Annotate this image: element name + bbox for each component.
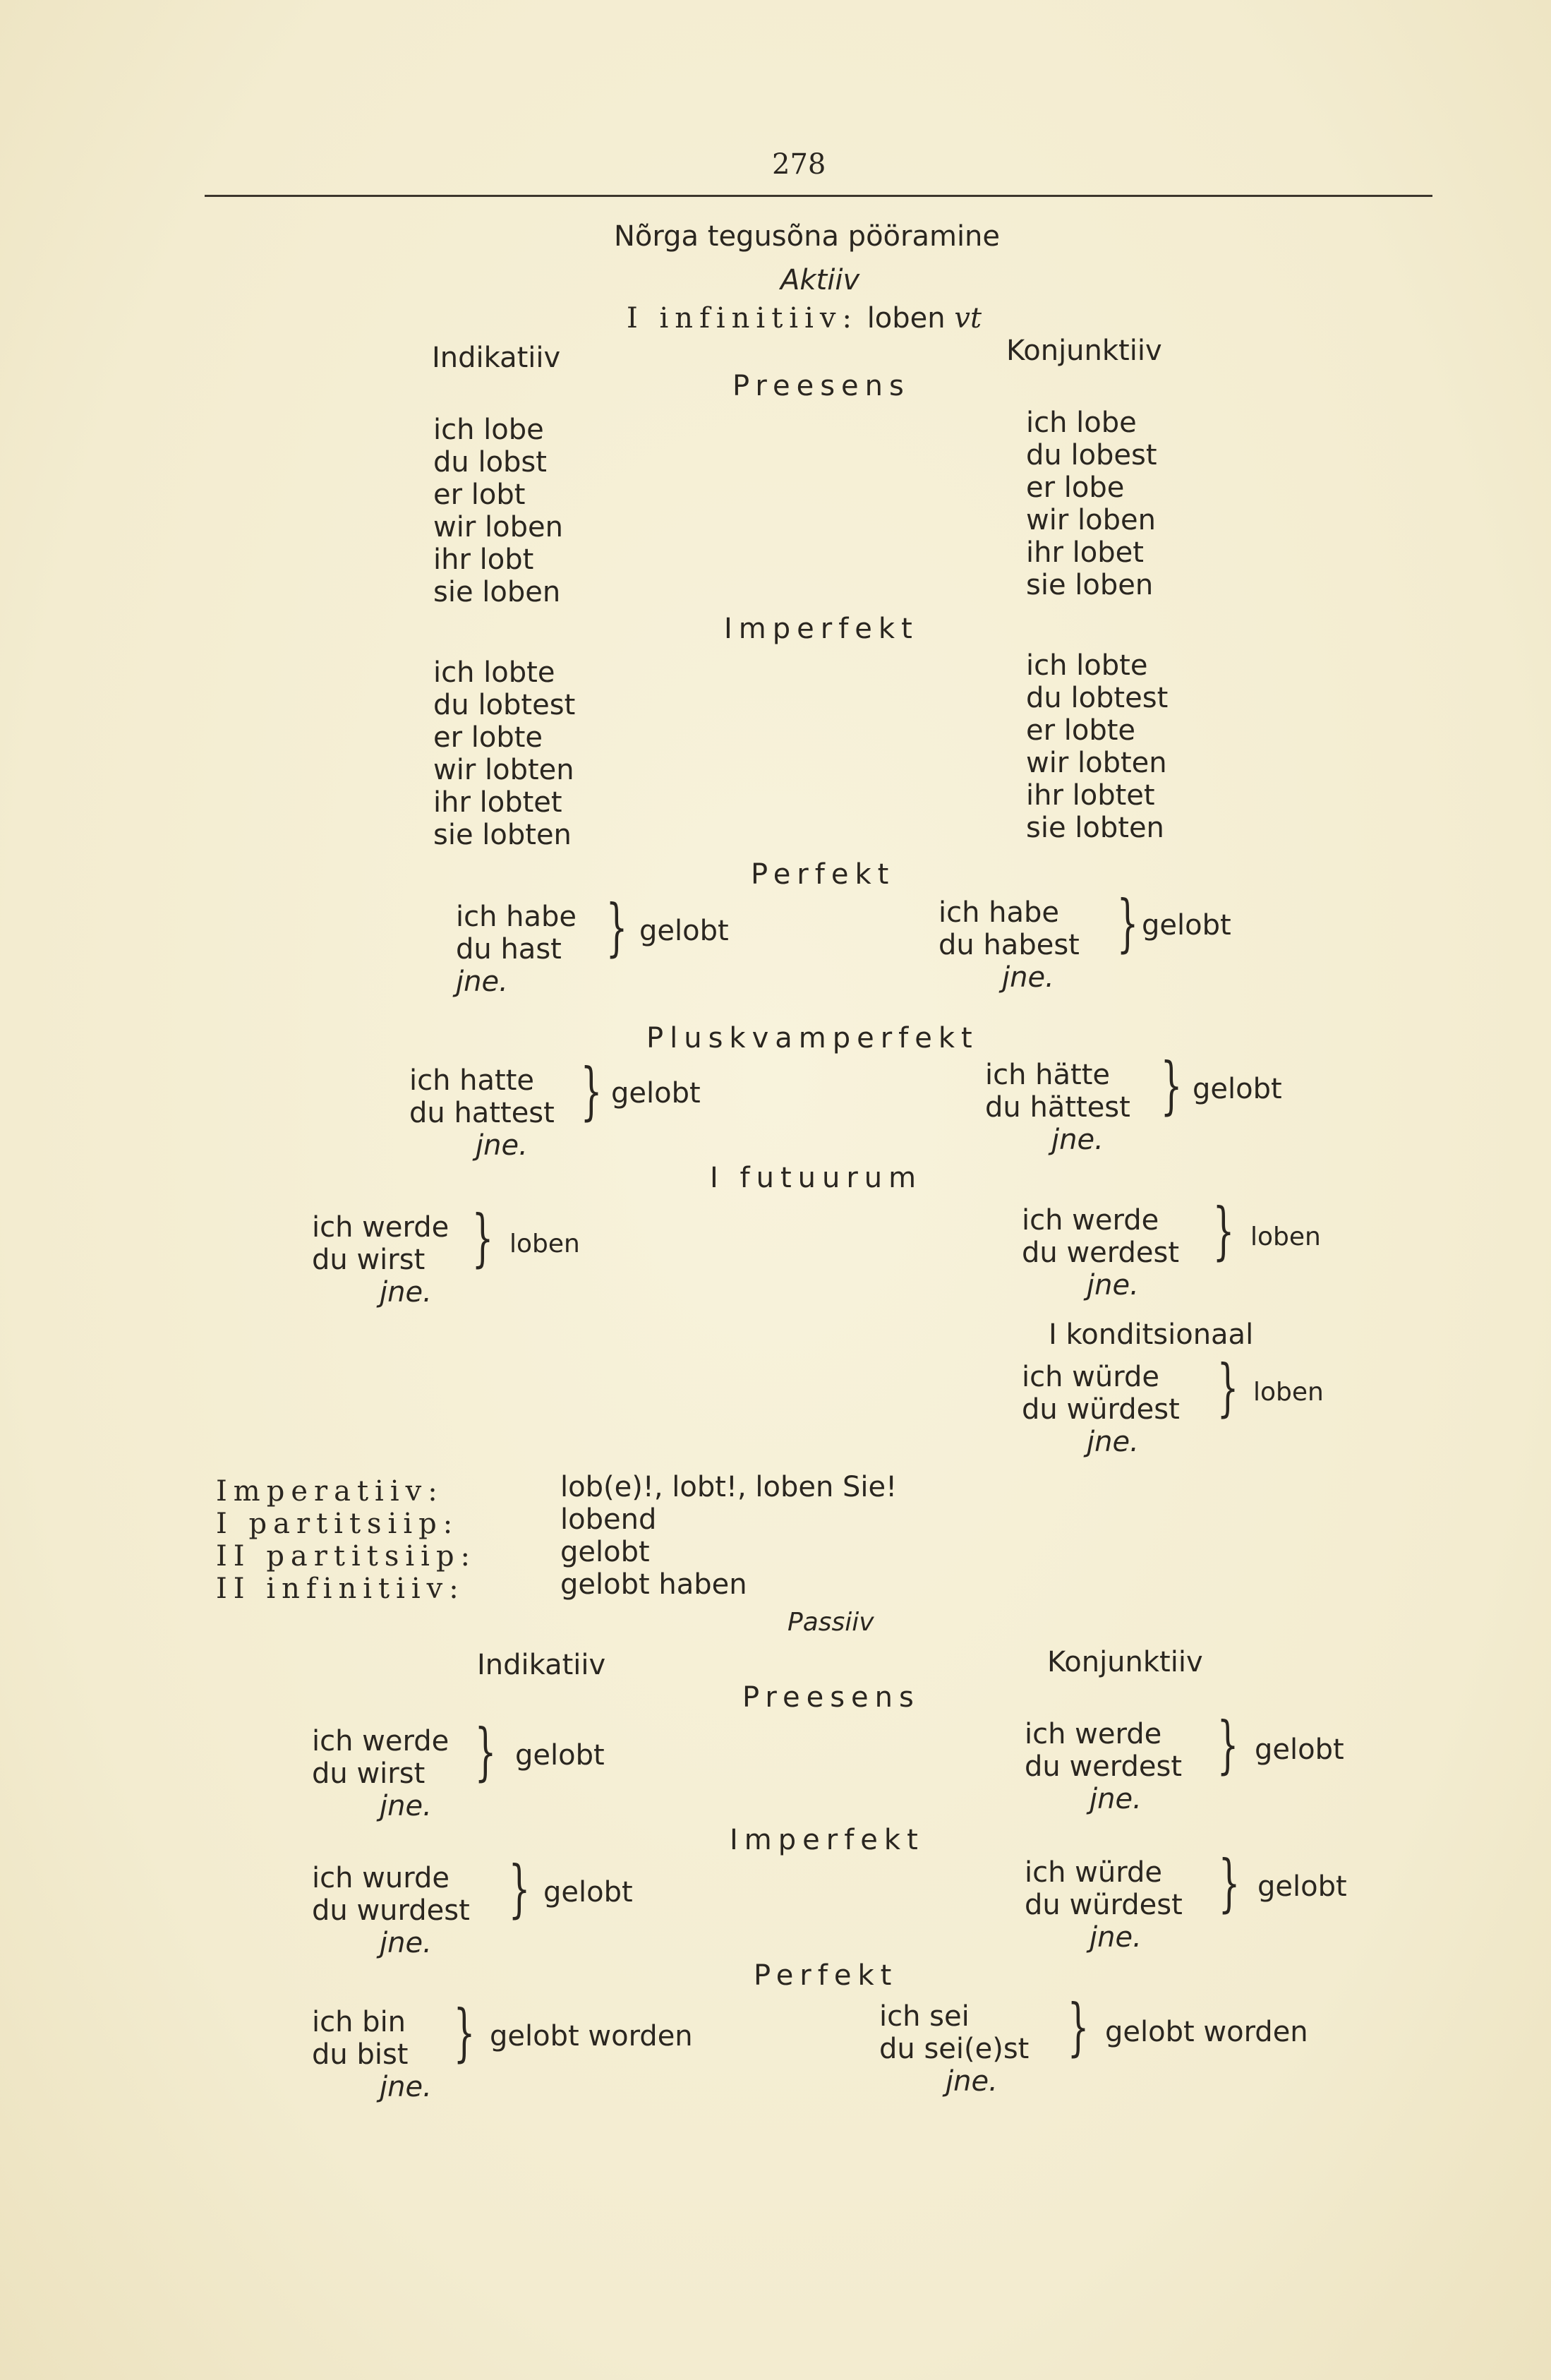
- conjugation-line: ich werde: [312, 1211, 449, 1244]
- conjugation-line: ich werde: [312, 1725, 449, 1757]
- ellipsis-jne: jne.: [1087, 1426, 1139, 1458]
- future-conjunctive-group: [1022, 1204, 1179, 1302]
- participle-result: gelobt worden: [1105, 2016, 1308, 2048]
- form-label: Imperatiiv:: [216, 1475, 444, 1508]
- participle-result: gelobt: [639, 915, 729, 947]
- form-value: lob(e)!, lobt!, loben Sie!: [560, 1471, 898, 1503]
- curly-brace-icon: }: [1160, 1049, 1183, 1122]
- conjugation-line: ich hätte: [985, 1059, 1111, 1091]
- ellipsis-jne: jne.: [380, 1276, 432, 1309]
- conjugation-line: du lobest: [1026, 439, 1157, 471]
- ellipsis-jne: jne.: [380, 2071, 432, 2103]
- infinitive-abbr: vt: [954, 302, 982, 335]
- conjugation-line: du würdest: [1022, 1393, 1180, 1426]
- curly-brace-icon: }: [580, 1054, 603, 1127]
- tense-heading-present: Preesens: [732, 370, 910, 402]
- ellipsis-jne: jne.: [380, 1927, 432, 1959]
- conjugation-line: ich lobte: [433, 656, 555, 689]
- conjugation-line: sie lobten: [433, 819, 572, 851]
- imperfect-conjunctive-list: [1026, 649, 1168, 844]
- column-heading-indicative: Indikatiiv: [432, 342, 561, 374]
- tense-heading-conditional: I konditsionaal: [1049, 1318, 1254, 1351]
- infinitive-value: loben: [867, 302, 946, 335]
- curly-brace-icon: }: [1217, 1351, 1239, 1424]
- conjugation-line: du würdest: [1025, 1889, 1183, 1921]
- curly-brace-icon: }: [474, 1715, 497, 1788]
- column-heading-conjunctive: Konjunktiiv: [1047, 1646, 1203, 1678]
- tense-heading-future: I futuurum: [710, 1162, 923, 1194]
- conjugation-line: ihr lobt: [433, 543, 534, 576]
- conjugation-line: du wirst: [312, 1244, 426, 1276]
- conjugation-line: ich habe: [456, 901, 577, 933]
- conjugation-line: wir loben: [1026, 504, 1156, 536]
- present-indicative-list: [433, 414, 563, 608]
- passive-imperfect-conjunctive-group: [1025, 1856, 1183, 1954]
- participle-result: gelobt: [1142, 909, 1231, 942]
- passive-imperfect-indicative-group: [312, 1862, 470, 1959]
- infinitive-heading: I infinitiiv:: [627, 302, 858, 335]
- participle-result: gelobt: [611, 1077, 701, 1110]
- tense-heading-imperfect: Imperfekt: [724, 613, 919, 645]
- infinitive-result: loben: [1253, 1378, 1324, 1407]
- participle-result: gelobt: [1255, 1733, 1344, 1766]
- conjugation-line: sie loben: [433, 576, 561, 608]
- conjugation-line: du wurdest: [312, 1894, 470, 1927]
- ellipsis-jne: jne.: [1090, 1921, 1142, 1954]
- ellipsis-jne: jne.: [1090, 1783, 1142, 1815]
- conjugation-line: ich werde: [1025, 1718, 1162, 1750]
- participle-result: gelobt worden: [490, 2020, 693, 2053]
- passive-perfect-conjunctive-group: [879, 2000, 1029, 2098]
- page-number: 278: [772, 148, 826, 181]
- conjugation-line: du habest: [939, 929, 1080, 961]
- conjugation-line: ich würde: [1022, 1361, 1159, 1393]
- ellipsis-jne: jne.: [946, 2065, 998, 2098]
- conjugation-line: du werdest: [1025, 1750, 1183, 1783]
- form-label: I partitsiip:: [216, 1508, 459, 1540]
- ellipsis-jne: jne.: [1002, 961, 1054, 994]
- participle-result: gelobt: [1193, 1073, 1282, 1105]
- conjugation-line: ich sei: [879, 2000, 970, 2033]
- column-heading-indicative: Indikatiiv: [477, 1649, 606, 1681]
- column-heading-conjunctive: Konjunktiiv: [1006, 335, 1162, 367]
- conjugation-line: er lobte: [433, 721, 543, 754]
- curly-brace-icon: }: [471, 1201, 494, 1274]
- participle-result: gelobt: [515, 1739, 605, 1772]
- page-title: Nõrga tegusõna pööramine: [614, 220, 1001, 253]
- form-label: II partitsiip:: [216, 1540, 477, 1573]
- passive-present-indicative-group: [312, 1725, 449, 1822]
- conjugation-line: du bist: [312, 2038, 409, 2071]
- conjugation-line: du lobtest: [1026, 682, 1169, 714]
- conjugation-line: ich werde: [1022, 1204, 1159, 1237]
- curly-brace-icon: }: [605, 891, 628, 963]
- conjugation-line: wir lobten: [1026, 747, 1167, 779]
- ellipsis-jne: jne.: [476, 1129, 528, 1162]
- conjugation-line: ich würde: [1025, 1856, 1162, 1889]
- curly-brace-icon: }: [1212, 1194, 1235, 1267]
- conjugation-line: du hättest: [985, 1091, 1130, 1124]
- conjugation-line: er lobte: [1026, 714, 1136, 747]
- perfect-conjunctive-group: [939, 896, 1080, 994]
- conjugation-line: du wirst: [312, 1757, 426, 1790]
- ellipsis-jne: jne.: [380, 1790, 432, 1822]
- pluperfect-conjunctive-group: [985, 1059, 1130, 1156]
- conjugation-line: er lobe: [1026, 471, 1125, 504]
- participle-result: gelobt: [1257, 1870, 1347, 1903]
- tense-heading-perfect: Perfekt: [754, 1959, 898, 1992]
- voice-heading-passive: Passiiv: [787, 1608, 874, 1637]
- ellipsis-jne: jne.: [1051, 1124, 1104, 1156]
- tense-heading-pluperfect: Pluskvamperfekt: [646, 1022, 979, 1054]
- infinitive-result: loben: [1250, 1222, 1321, 1251]
- header-rule: [205, 195, 1432, 197]
- curly-brace-icon: }: [1218, 1846, 1241, 1919]
- curly-brace-icon: }: [1116, 887, 1139, 959]
- conjugation-line: ihr lobtet: [1026, 779, 1155, 812]
- ellipsis-jne: jne.: [456, 966, 508, 998]
- tense-heading-imperfect: Imperfekt: [730, 1824, 924, 1856]
- conjugation-line: wir loben: [433, 511, 563, 543]
- conjugation-line: wir lobten: [433, 754, 574, 786]
- conjugation-line: er lobt: [433, 479, 526, 511]
- passive-perfect-indicative-group: [312, 2006, 432, 2103]
- conditional-conjunctive-group: [1022, 1361, 1180, 1458]
- curly-brace-icon: }: [453, 1996, 476, 2069]
- conjugation-line: du hast: [456, 933, 562, 966]
- form-value: gelobt haben: [560, 1568, 747, 1601]
- verb-forms-labels: [216, 1475, 476, 1605]
- tense-heading-perfect: Perfekt: [751, 858, 895, 891]
- conjugation-line: ich lobe: [1026, 407, 1137, 439]
- form-value: lobend: [560, 1503, 657, 1536]
- conjugation-line: ich habe: [939, 896, 1060, 929]
- conjugation-line: ihr lobtet: [433, 786, 562, 819]
- conjugation-line: ich hatte: [409, 1064, 535, 1097]
- conjugation-line: du sei(e)st: [879, 2033, 1030, 2065]
- pluperfect-indicative-group: [409, 1064, 555, 1162]
- curly-brace-icon: }: [1067, 1990, 1090, 2063]
- conjugation-line: ich lobe: [433, 414, 544, 446]
- conjugation-line: ich bin: [312, 2006, 406, 2038]
- conjugation-line: sie lobten: [1026, 812, 1164, 844]
- tense-heading-present: Preesens: [742, 1681, 920, 1714]
- conjugation-line: du lobtest: [433, 689, 576, 721]
- voice-heading-active: Aktiiv: [780, 264, 860, 296]
- ellipsis-jne: jne.: [1087, 1269, 1139, 1302]
- conjugation-line: sie loben: [1026, 569, 1154, 601]
- future-indicative-group: [312, 1211, 449, 1309]
- conjugation-line: du werdest: [1022, 1237, 1180, 1269]
- conjugation-line: ihr lobet: [1026, 536, 1144, 569]
- conjugation-line: du lobst: [433, 446, 547, 479]
- conjugation-line: du hattest: [409, 1097, 555, 1129]
- form-value: gelobt: [560, 1536, 650, 1568]
- verb-forms-values: [560, 1471, 897, 1601]
- imperfect-indicative-list: [433, 656, 575, 851]
- perfect-indicative-group: [456, 901, 577, 998]
- passive-present-conjunctive-group: [1025, 1718, 1182, 1815]
- participle-result: gelobt: [543, 1876, 633, 1909]
- conjugation-line: ich lobte: [1026, 649, 1148, 682]
- curly-brace-icon: }: [1217, 1708, 1239, 1781]
- infinitive-result: loben: [509, 1230, 580, 1258]
- curly-brace-icon: }: [508, 1852, 531, 1925]
- present-conjunctive-list: [1026, 407, 1157, 601]
- infinitive-line: [627, 302, 982, 335]
- conjugation-line: ich wurde: [312, 1862, 449, 1894]
- form-label: II infinitiiv:: [216, 1573, 465, 1605]
